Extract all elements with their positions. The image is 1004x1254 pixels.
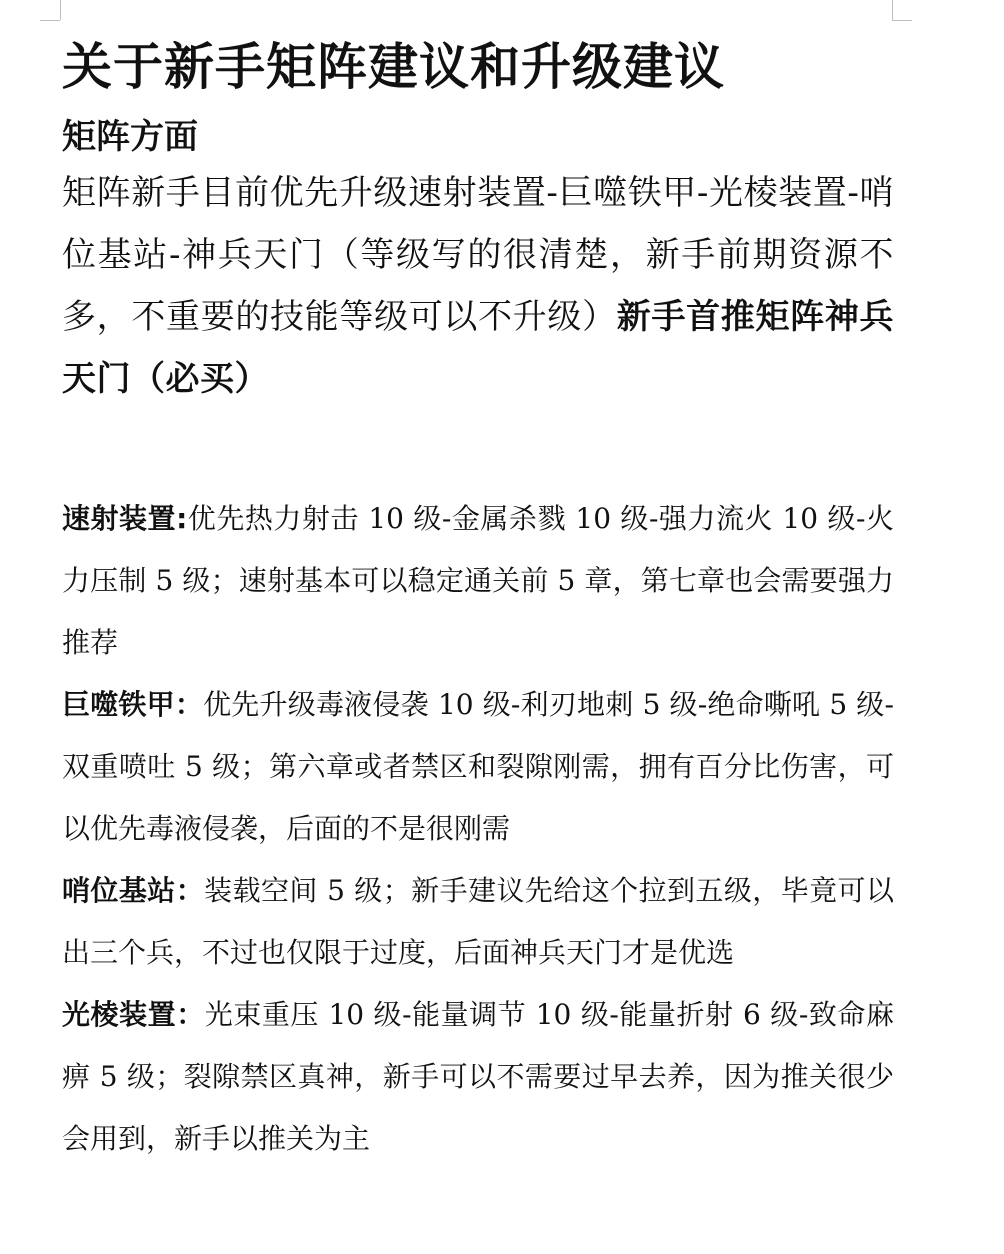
- item-prism-device: [62, 984, 894, 1170]
- item-text: 优先升级毒液侵袭 10 级-利刃地刺 5 级-绝命嘶吼 5 级-双重喷吐 5 级；第六章或者禁区和裂隙刚需，拥有百分比伤害，可以优先毒液侵袭，后面的不是很刚需: [62, 688, 894, 845]
- item-devouring-armor: [62, 674, 894, 860]
- item-separator: ：: [175, 874, 205, 907]
- intro-bold-text: 新手首推矩阵神兵天门（必买）: [62, 297, 894, 399]
- item-text: 光束重压 10 级-能量调节 10 级-能量折射 6 级-致命麻痹 5 级；裂隙禁区真神，新手可以不需要过早去养，因为推关很少会用到，新手以推关为主: [62, 998, 894, 1155]
- item-label: 速射装置: [62, 502, 177, 535]
- intro-paragraph: [62, 162, 894, 410]
- item-label: 光棱装置: [62, 998, 177, 1031]
- page-corner-mark-right-horizontal: [892, 20, 912, 21]
- item-rapid-fire: [62, 488, 894, 674]
- page-corner-mark-left-horizontal: [40, 20, 60, 21]
- section-heading: 矩阵方面: [62, 117, 198, 157]
- item-separator: :: [176, 502, 188, 535]
- item-separator: ：: [176, 998, 205, 1031]
- item-label: 哨位基站: [62, 874, 176, 907]
- blank-line: [62, 410, 894, 488]
- page-corner-mark-right: [892, 0, 893, 20]
- page-corner-mark-left: [60, 0, 61, 20]
- document-title: 关于新手矩阵建议和升级建议: [62, 38, 725, 96]
- item-text: 优先热力射击 10 级-金属杀戮 10 级-强力流火 10 级-火力压制 5 级；速射基本可以稳定通关前 5 章，第七章也会需要强力推荐: [62, 502, 894, 659]
- document-page: [62, 30, 894, 1170]
- intro-text: 矩阵新手目前优先升级速射装置-巨噬铁甲-光棱装置-哨位基站-神兵天门（等级写的很清楚，新手前期资源不多，不重要的技能等级可以不升级）: [62, 173, 894, 337]
- item-sentry-base: [62, 860, 894, 984]
- item-separator: ：: [174, 688, 204, 721]
- item-text: 装载空间 5 级；新手建议先给这个拉到五级，毕竟可以出三个兵，不过也仅限于过度，后面神兵天门才是优选: [62, 874, 894, 969]
- item-label: 巨噬铁甲: [62, 688, 175, 721]
